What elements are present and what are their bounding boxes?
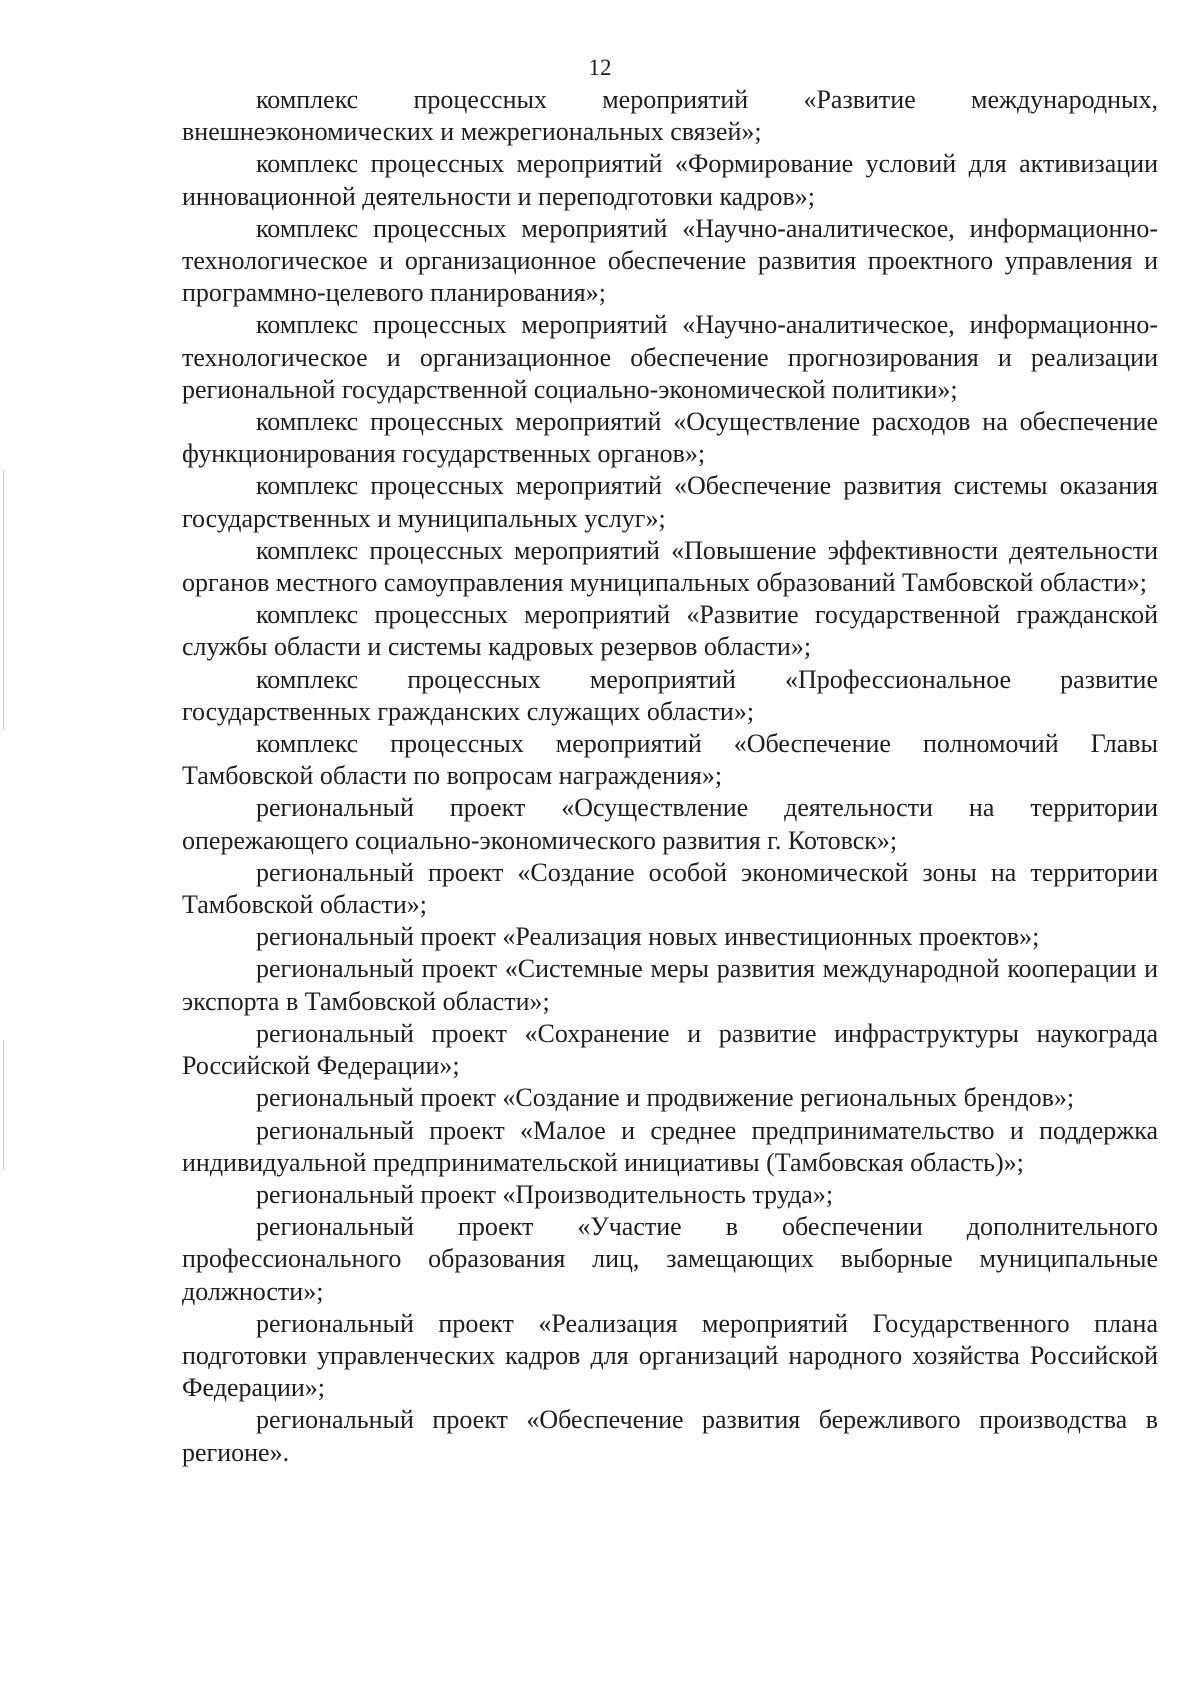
list-item-paragraph: комплекс процессных мероприятий «Развитие государственной гражданской службы области и системы кадровых резервов области»; <box>182 600 1158 662</box>
scan-edge-line <box>3 1040 4 1170</box>
list-item-paragraph: региональный проект «Создание и продвижение региональных брендов»; <box>256 1083 1075 1113</box>
list-item-paragraph: комплекс процессных мероприятий «Профессиональное развитие государственных гражданских служащих области»; <box>182 664 1158 726</box>
list-item-paragraph: комплекс процессных мероприятий «Обеспечение полномочий Главы Тамбовской области по вопросам награждения»; <box>182 729 1158 791</box>
list-item-paragraph: комплекс процессных мероприятий «Научно-аналитическое, информационно-технологическое и организационное обеспечение развития проектного управления и программно-целевого планирования»; <box>182 213 1158 308</box>
list-item-paragraph: региональный проект «Сохранение и развитие инфраструктуры наукограда Российской Федерации»; <box>182 1018 1158 1081</box>
list-item-paragraph: комплекс процессных мероприятий «Развитие международных, внешнеэкономических и межрегиональных связей»; <box>182 85 1158 147</box>
list-item-paragraph: региональный проект «Создание особой экономической зоны на территории Тамбовской области»; <box>182 857 1158 920</box>
list-item-paragraph: региональный проект «Реализация мероприятий Государственного плана подготовки управленческих кадров для организаций народного хозяйства Российской Федерации»; <box>182 1308 1158 1403</box>
list-item-paragraph: комплекс процессных мероприятий «Научно-аналитическое, информационно-технологическое и организационное обеспечение прогнозирования и реализации региональной государственной социально-экономической политики»; <box>182 310 1158 404</box>
list-item-paragraph: региональный проект «Участие в обеспечении дополнительного профессионального образования лиц, замещающих выборные муниципальные должности»; <box>182 1212 1158 1306</box>
scan-edge-line <box>3 470 4 730</box>
list-item-paragraph: региональный проект «Производительность труда»; <box>256 1179 834 1209</box>
list-item-paragraph: комплекс процессных мероприятий «Осуществление расходов на обеспечение функционирования государственных органов»; <box>182 407 1158 469</box>
list-item-paragraph: комплекс процессных мероприятий «Повышение эффективности деятельности органов местного самоуправления муниципальных образований Тамбовской области»; <box>182 535 1158 598</box>
page-number: 12 <box>588 55 612 80</box>
document-body <box>182 84 1158 1469</box>
list-item-paragraph: комплекс процессных мероприятий «Обеспечение развития системы оказания государственных и муниципальных услуг»; <box>182 471 1158 533</box>
list-item-paragraph: комплекс процессных мероприятий «Формирование условий для активизации инновационной деятельности и переподготовки кадров»; <box>182 149 1158 211</box>
list-item-paragraph: региональный проект «Системные меры развития международной кооперации и экспорта в Тамбовской области»; <box>182 954 1158 1016</box>
list-item-paragraph: региональный проект «Реализация новых инвестиционных проектов»; <box>256 922 1040 952</box>
list-item-paragraph: региональный проект «Осуществление деятельности на территории опережающего социально-экономического развития г. Котовск»; <box>182 793 1158 855</box>
list-item-paragraph: региональный проект «Обеспечение развития бережливого производства в регионе». <box>182 1405 1158 1467</box>
list-item-paragraph: региональный проект «Малое и среднее предпринимательство и поддержка индивидуальной предпринимательской инициативы (Тамбовская область)»; <box>182 1115 1158 1177</box>
